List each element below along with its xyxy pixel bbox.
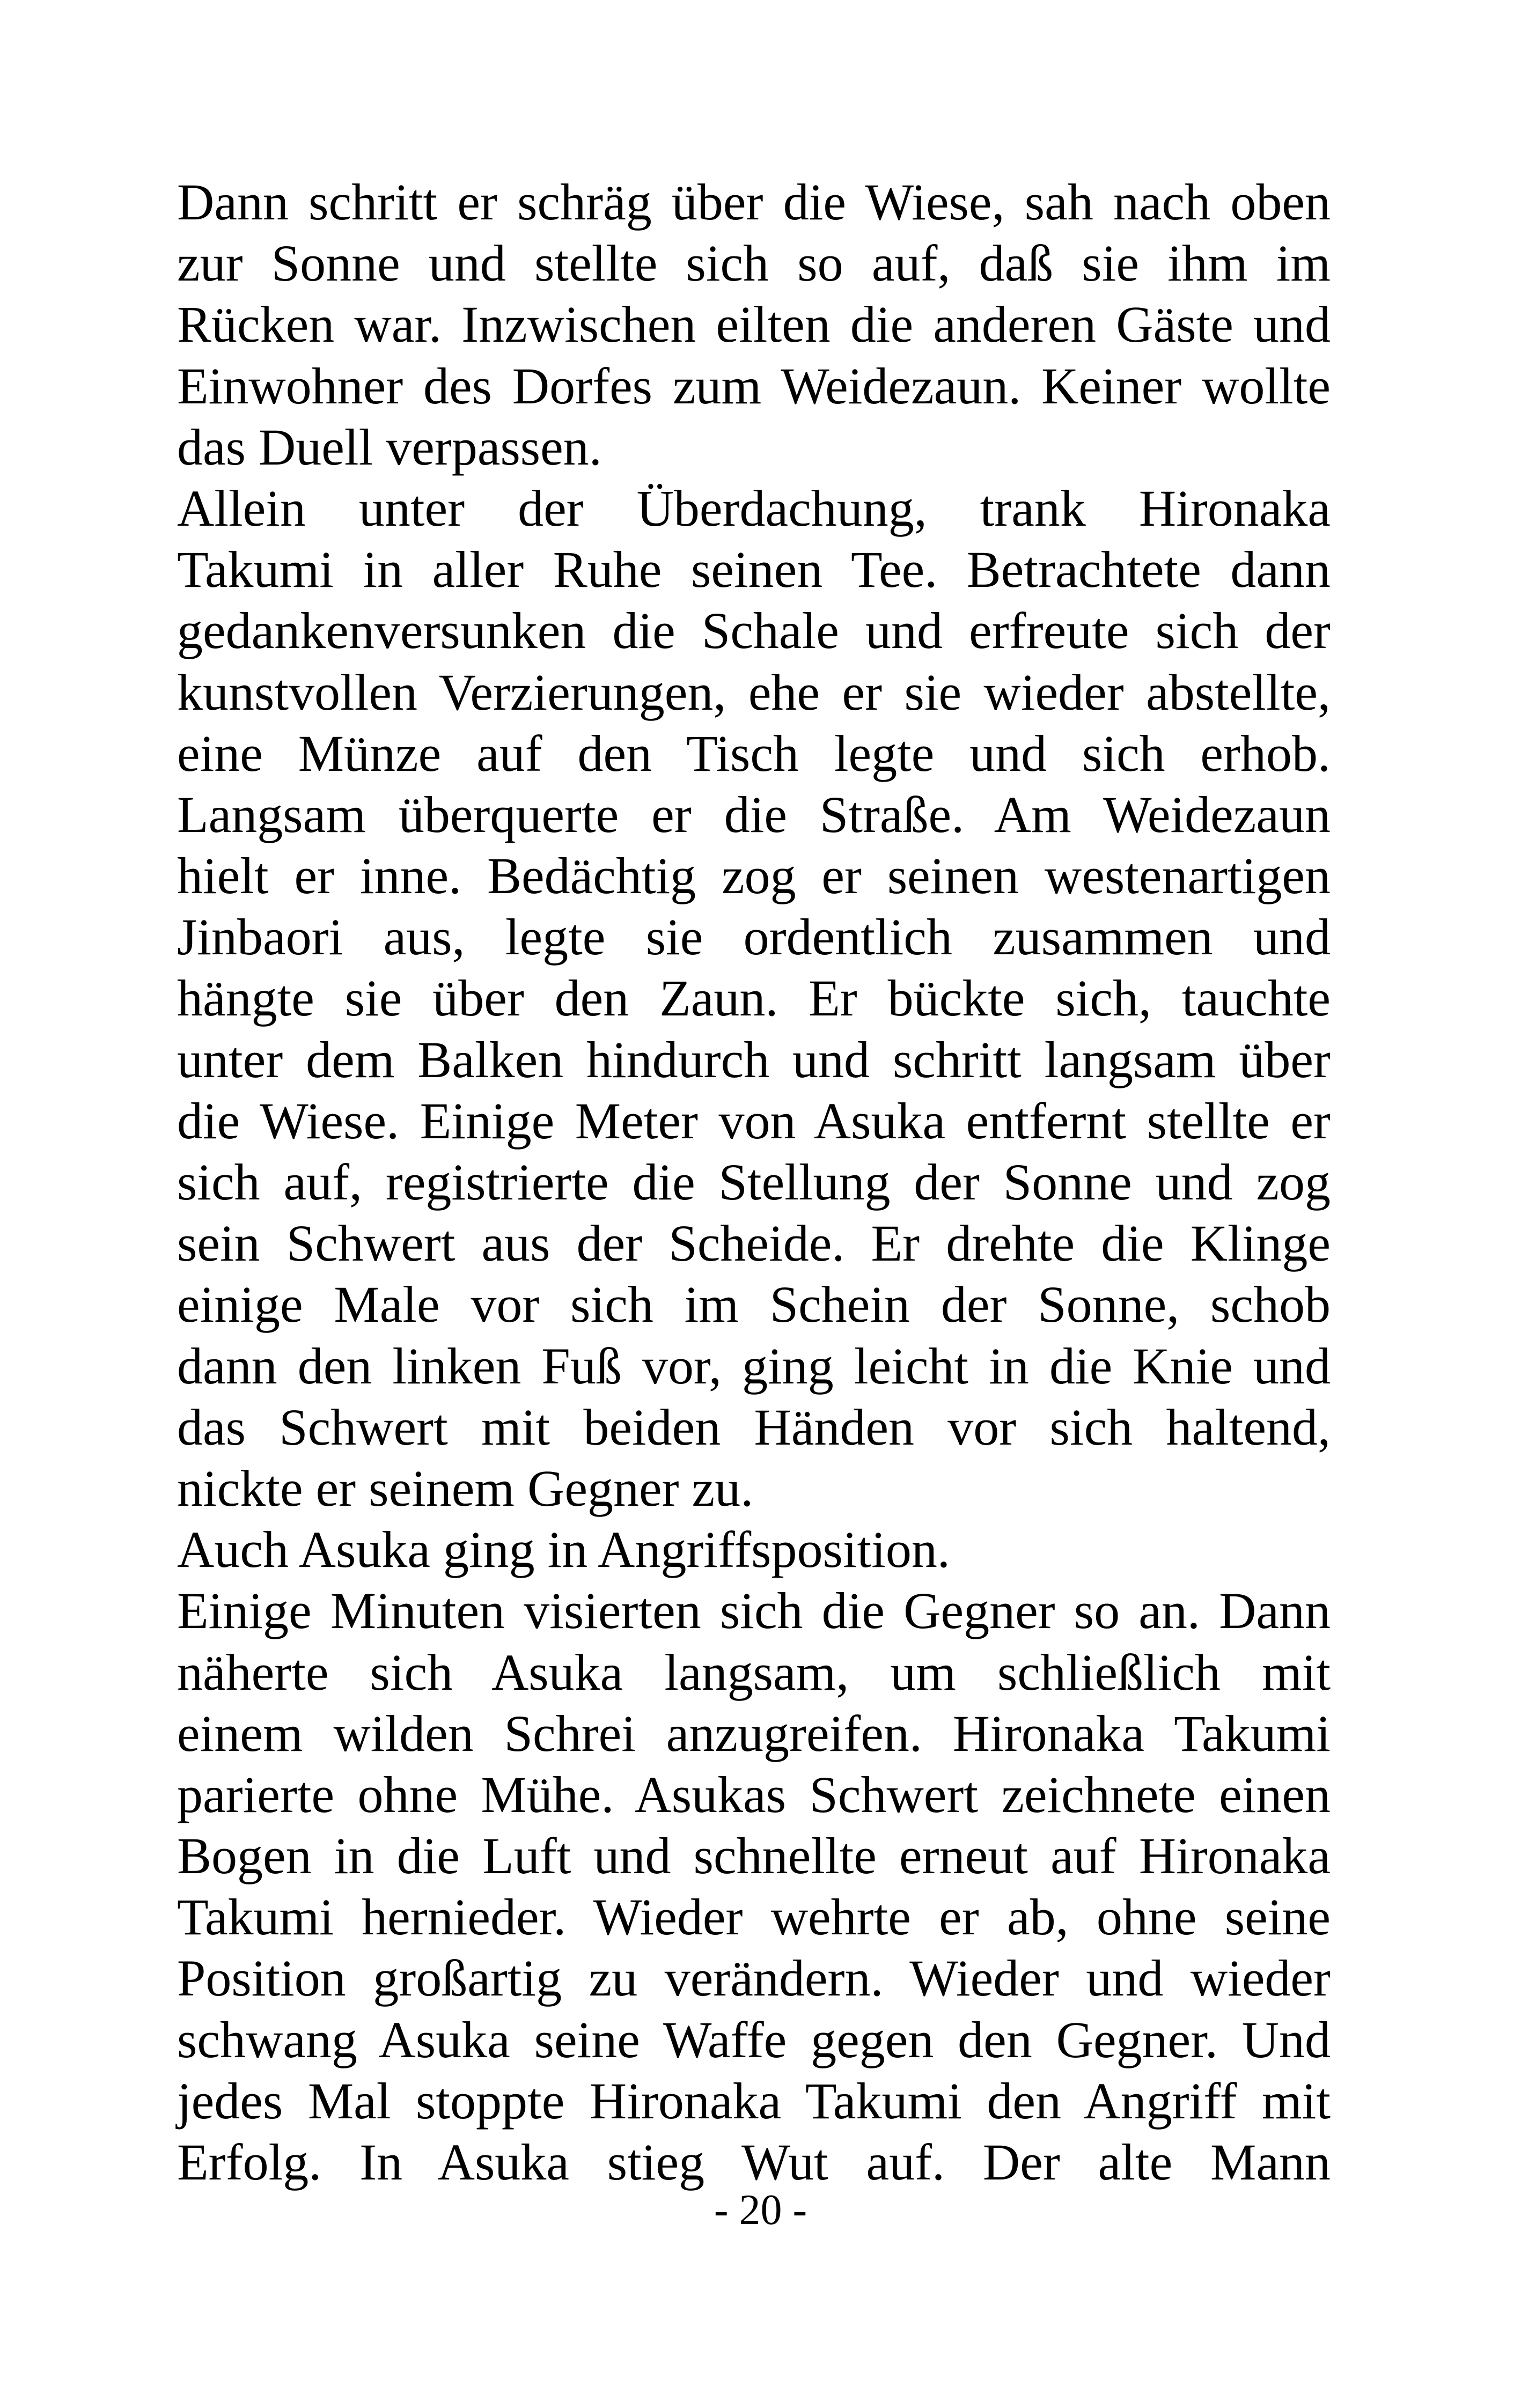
text-line: nickte er seinem Gegner zu. [177,1459,754,1517]
text-line: Einige Minuten visierten sich die Gegner so an. Dann [177,1582,1331,1640]
text-line: Langsam überquerte er die Straße. Am Weidezaun [177,785,1331,843]
text-line: Auch Asuka ging in Angriffsposition. [177,1521,950,1579]
text-line: Takumi in aller Ruhe seinen Tee. Betrachtete dann [177,541,1331,599]
text-line: Dann schritt er schräg über die Wiese, sah nach oben [177,173,1331,231]
text-line: die Wiese. Einige Meter von Asuka entfernt stellte er [177,1092,1331,1150]
text-line: gedankenversunken die Schale und erfreute sich der [177,602,1331,660]
text-line: Takumi hernieder. Wieder wehrte er ab, ohne seine [177,1888,1331,1946]
text-line: Erfolg. In Asuka stieg Wut auf. Der alte Mann [177,2133,1331,2191]
paragraph [177,1580,1331,2193]
text-line: jedes Mal stoppte Hironaka Takumi den Angriff mit [177,2072,1331,2130]
body-text [177,172,1331,2193]
text-line: das Schwert mit beiden Händen vor sich haltend, [177,1398,1331,1456]
text-line: Rücken war. Inzwischen eilten die anderen Gäste und [177,296,1331,354]
text-line: schwang Asuka seine Waffe gegen den Gegner. Und [177,2011,1331,2068]
text-line: hängte sie über den Zaun. Er bückte sich, tauchte [177,969,1331,1027]
text-line: einem wilden Schrei anzugreifen. Hironaka Takumi [177,1704,1331,1762]
text-line: näherte sich Asuka langsam, um schließlich mit [177,1643,1331,1701]
text-line: sein Schwert aus der Scheide. Er drehte die Klinge [177,1214,1331,1272]
page-number: - 20 - [714,2186,807,2234]
text-line: hielt er inne. Bedächtig zog er seinen westenartigen [177,847,1331,905]
text-line: Jinbaori aus, legte sie ordentlich zusammen und [177,908,1331,966]
text-line: Einwohner des Dorfes zum Weidezaun. Keiner wollte [177,357,1331,415]
text-line: unter dem Balken hindurch und schritt langsam über [177,1030,1331,1088]
text-line: Allein unter der Überdachung, trank Hironaka [177,479,1331,537]
text-line: kunstvollen Verzierungen, ehe er sie wieder abstellte, [177,663,1331,721]
text-line: zur Sonne und stellte sich so auf, daß sie ihm im [177,234,1331,292]
text-line: sich auf, registrierte die Stellung der Sonne und zog [177,1153,1331,1211]
text-line: parierte ohne Mühe. Asukas Schwert zeichnete einen [177,1765,1331,1823]
text-line: einige Male vor sich im Schein der Sonne, schob [177,1276,1331,1334]
text-line: Position großartig zu verändern. Wieder und wieder [177,1949,1331,2007]
paragraph [177,172,1331,478]
text-line: eine Münze auf den Tisch legte und sich erhob. [177,724,1331,782]
paragraph [177,478,1331,1519]
text-line: das Duell verpassen. [177,418,602,476]
text-line: dann den linken Fuß vor, ging leicht in die Knie und [177,1337,1331,1395]
paragraph [177,1519,1331,1580]
text-line: Bogen in die Luft und schnellte erneut auf Hironaka [177,1827,1331,1885]
